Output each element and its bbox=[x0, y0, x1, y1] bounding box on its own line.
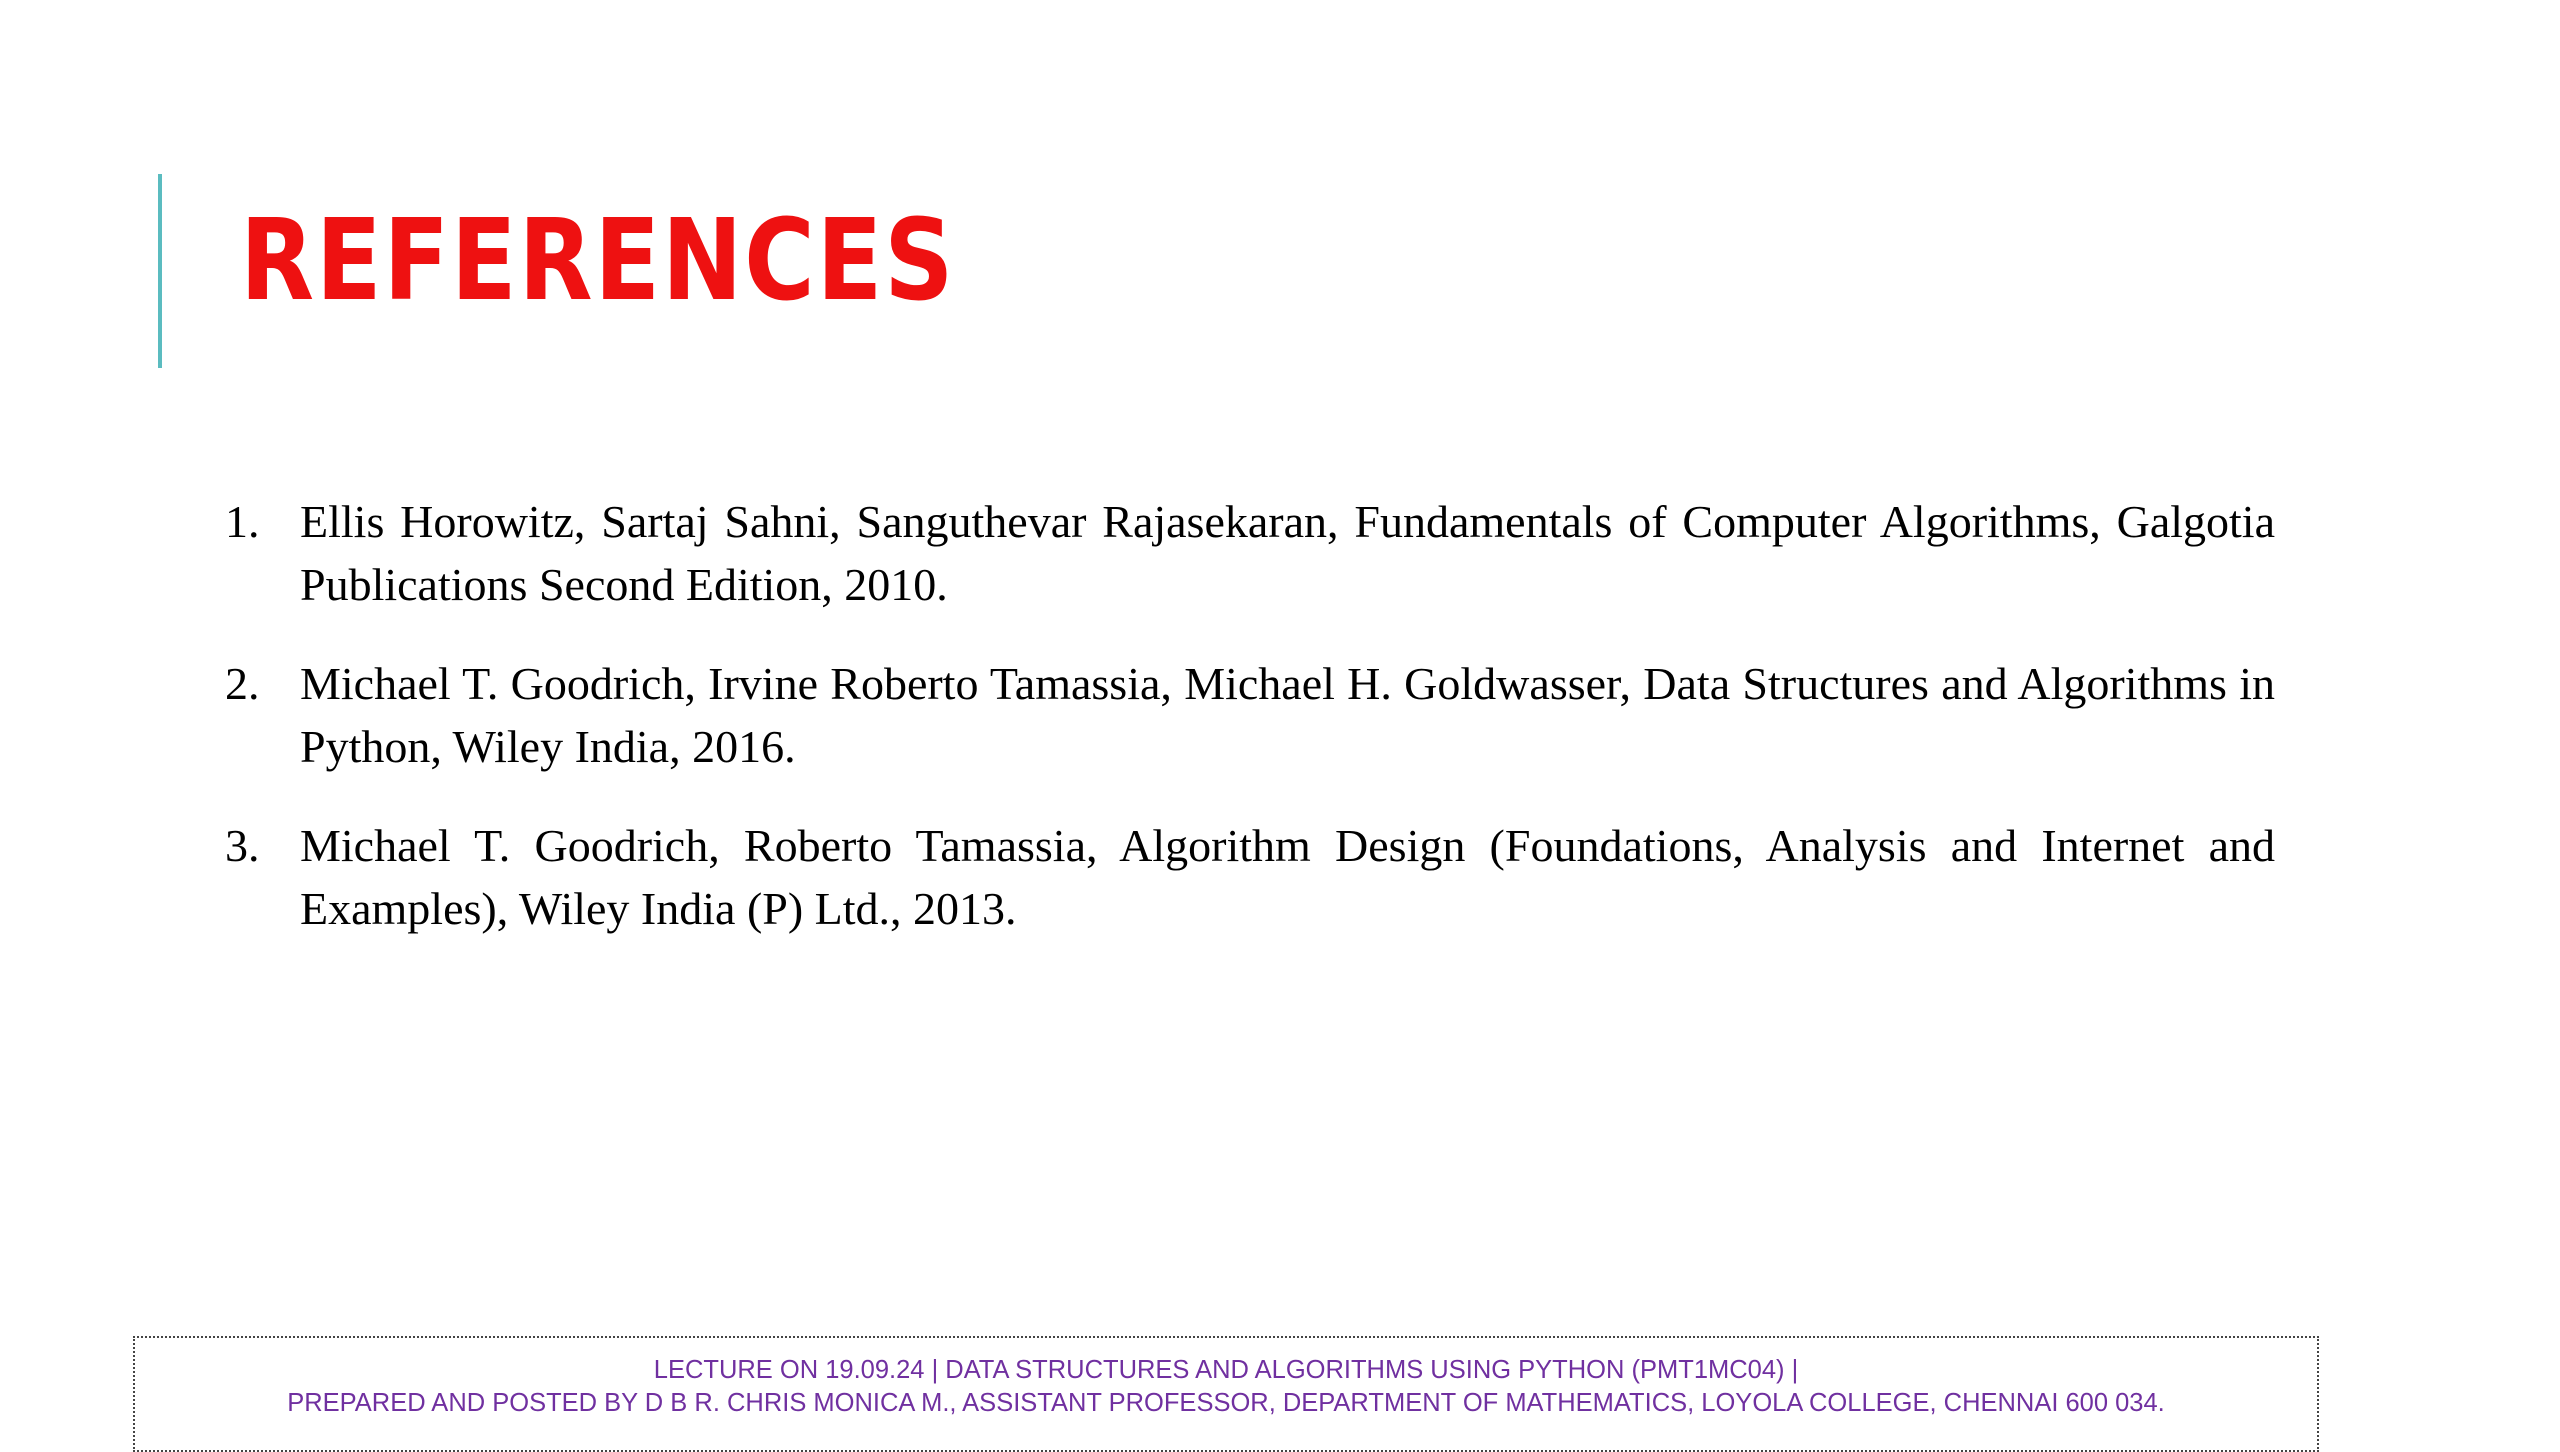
footer-lecture-line: LECTURE ON 19.09.24 | DATA STRUCTURES AND ALGORITHMS USING PYTHON (PMT1MC04) | bbox=[653, 1356, 1799, 1384]
reference-number: 2. bbox=[225, 658, 260, 709]
slide-footer bbox=[133, 1336, 2319, 1452]
footer-author-line: PREPARED AND POSTED BY D B R. CHRIS MONICA M., ASSISTANT PROFESSOR, DEPARTMENT OF MATHEMATICS, LOYOLA COLLEGE, CHENNAI 600 034. bbox=[287, 1389, 2165, 1417]
reference-list bbox=[225, 490, 2275, 976]
reference-text: Michael T. Goodrich, Irvine Roberto Tamassia, Michael H. Goldwasser, Data Structures and Algorithms in Python, Wiley India, 2016. bbox=[300, 658, 2275, 772]
reference-text: Ellis Horowitz, Sartaj Sahni, Sanguthevar Rajasekaran, Fundamentals of Computer Algorithms, Galgotia Publications Second Edition, 2010. bbox=[300, 496, 2275, 610]
reference-item bbox=[225, 652, 2275, 778]
reference-text: Michael T. Goodrich, Roberto Tamassia, Algorithm Design (Foundations, Analysis and Internet and Examples), Wiley India (P) Ltd., 2013. bbox=[300, 820, 2275, 934]
reference-item bbox=[225, 490, 2275, 616]
reference-number: 1. bbox=[225, 496, 260, 547]
slide-title: REFERENCES bbox=[240, 196, 956, 326]
reference-number: 3. bbox=[225, 820, 260, 871]
title-accent-bar bbox=[158, 174, 162, 368]
reference-item bbox=[225, 814, 2275, 940]
